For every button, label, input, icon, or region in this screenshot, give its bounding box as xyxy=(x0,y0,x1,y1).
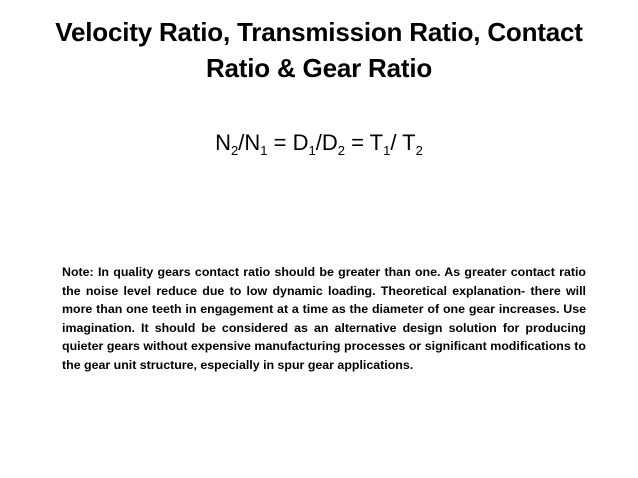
t2-symbol: T xyxy=(402,130,416,155)
d2-symbol: D xyxy=(321,130,338,155)
equals-2: = xyxy=(344,130,370,155)
note-paragraph: Note: In quality gears contact ratio should be greater than one. As greater contact ratio the noise level reduce due to low dynamic loading. Theoretical explanation- there will more than one teeth in engagement at a time as the diameter of one gear increases. Use imagination. It should be considered as an alternative design solution for producing quieter gears without expensive manufacturing processes or significant modifications to the gear unit structure, especially in spur gear applications. xyxy=(62,265,586,372)
title-line-1: Velocity Ratio, Transmission Ratio, Contact xyxy=(55,17,583,47)
n2-subscript: 2 xyxy=(231,143,239,158)
n1-subscript: 1 xyxy=(260,143,268,158)
slash-2: / xyxy=(315,130,322,155)
t1-subscript: 1 xyxy=(383,143,391,158)
slash-1: / xyxy=(238,130,245,155)
gear-ratio-equation xyxy=(40,128,598,158)
t2-subscript: 2 xyxy=(415,143,423,158)
d1-subscript: 1 xyxy=(308,143,316,158)
equals-1: = xyxy=(267,130,293,155)
t1-symbol: T xyxy=(369,130,384,155)
d2-subscript: 2 xyxy=(337,143,345,158)
title-line-2: Ratio & Gear Ratio xyxy=(205,53,433,83)
slide-title xyxy=(40,14,598,86)
n1-symbol: N xyxy=(244,130,261,155)
slash-3: / xyxy=(390,130,403,155)
d1-symbol: D xyxy=(292,130,309,155)
n2-symbol: N xyxy=(215,130,232,155)
